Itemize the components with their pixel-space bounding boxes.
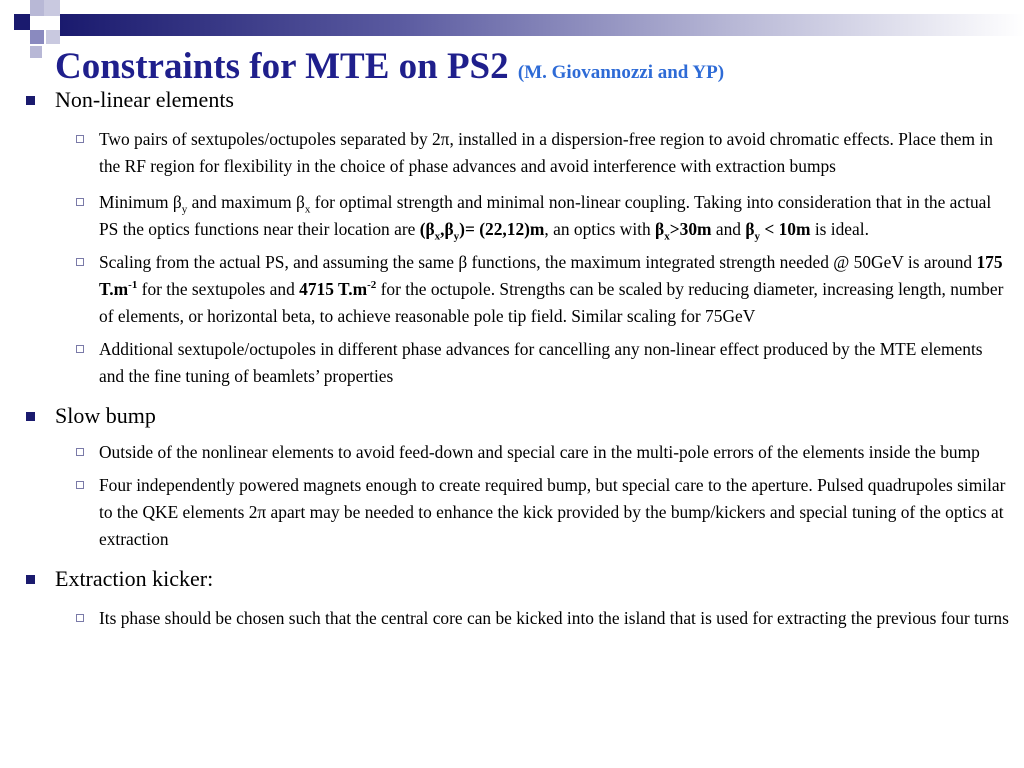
list-item: Minimum $\beta_y$ and maximum $\beta_x$ for optimal strength and minimal non-linear coupling. Taking into consideration that in the actual PS the optics functions near their location are $(\beta_x,\beta_y)= (22,12)m$, an optics with $\beta_x>30m$ and $\beta_y < 10m$ is ideal. — [0, 189, 1024, 243]
hollow-square-bullet-icon — [76, 614, 84, 622]
corner-square-light — [30, 46, 42, 58]
corner-square-mid — [30, 30, 44, 44]
title-subtitle: (M. Giovannozzi and YP) — [517, 62, 725, 83]
header-gradient-band — [60, 14, 1024, 36]
hollow-square-bullet-icon — [76, 481, 84, 489]
title-main: Constraints for MTE on PS2 — [55, 46, 509, 87]
square-bullet-icon — [26, 412, 35, 421]
square-bullet-icon — [26, 96, 35, 105]
slide-content — [0, 86, 1024, 632]
list-item: Four independently powered magnets enough to create required bump, but special care to the aperture. Pulsed quadrupoles similar to the QKE elements 2π apart may be needed to enhance the kick provided by the bump/kickers and special tuning of the optics at extraction — [0, 472, 1024, 553]
hollow-square-bullet-icon — [76, 198, 84, 206]
corner-square-dark — [14, 14, 30, 30]
hollow-square-bullet-icon — [76, 345, 84, 353]
list-item: Additional sextupole/octupoles in different phase advances for cancelling any non-linear effect produced by the MTE elements and the fine tuning of beamlets’ properties — [0, 336, 1024, 390]
list-item: Its phase should be chosen such that the central core can be kicked into the island that is used for extracting the previous four turns — [0, 605, 1024, 632]
list-item: Outside of the nonlinear elements to avoid feed-down and special care in the multi-pole errors of the elements inside the bump — [0, 439, 1024, 466]
section-heading-slow-bump: Slow bump — [0, 402, 1024, 430]
section-heading-nonlinear: Non-linear elements — [0, 86, 1024, 114]
square-bullet-icon — [26, 575, 35, 584]
corner-square-light — [44, 0, 60, 16]
hollow-square-bullet-icon — [76, 135, 84, 143]
hollow-square-bullet-icon — [76, 448, 84, 456]
hollow-square-bullet-icon — [76, 258, 84, 266]
section-heading-extraction-kicker: Extraction kicker: — [0, 565, 1024, 593]
list-item: Scaling from the actual PS, and assuming the same β functions, the maximum integrated strength needed @ 50GeV is around 175 $T.m^{-1}$ for the sextupoles and 4715 $T.m^{-2}$ for the octupole. Strengths can be scaled by reducing diameter, increasing length, number of elements, or horizontal beta, to achieve reasonable pole tip field. Similar scaling for 75GeV — [0, 249, 1024, 330]
list-item: Two pairs of sextupoles/octupoles separated by 2π, installed in a dispersion-free region to avoid chromatic effects. Place them in the RF region for flexibility in the choice of phase advances and avoid interference with extraction bumps — [0, 126, 1024, 180]
